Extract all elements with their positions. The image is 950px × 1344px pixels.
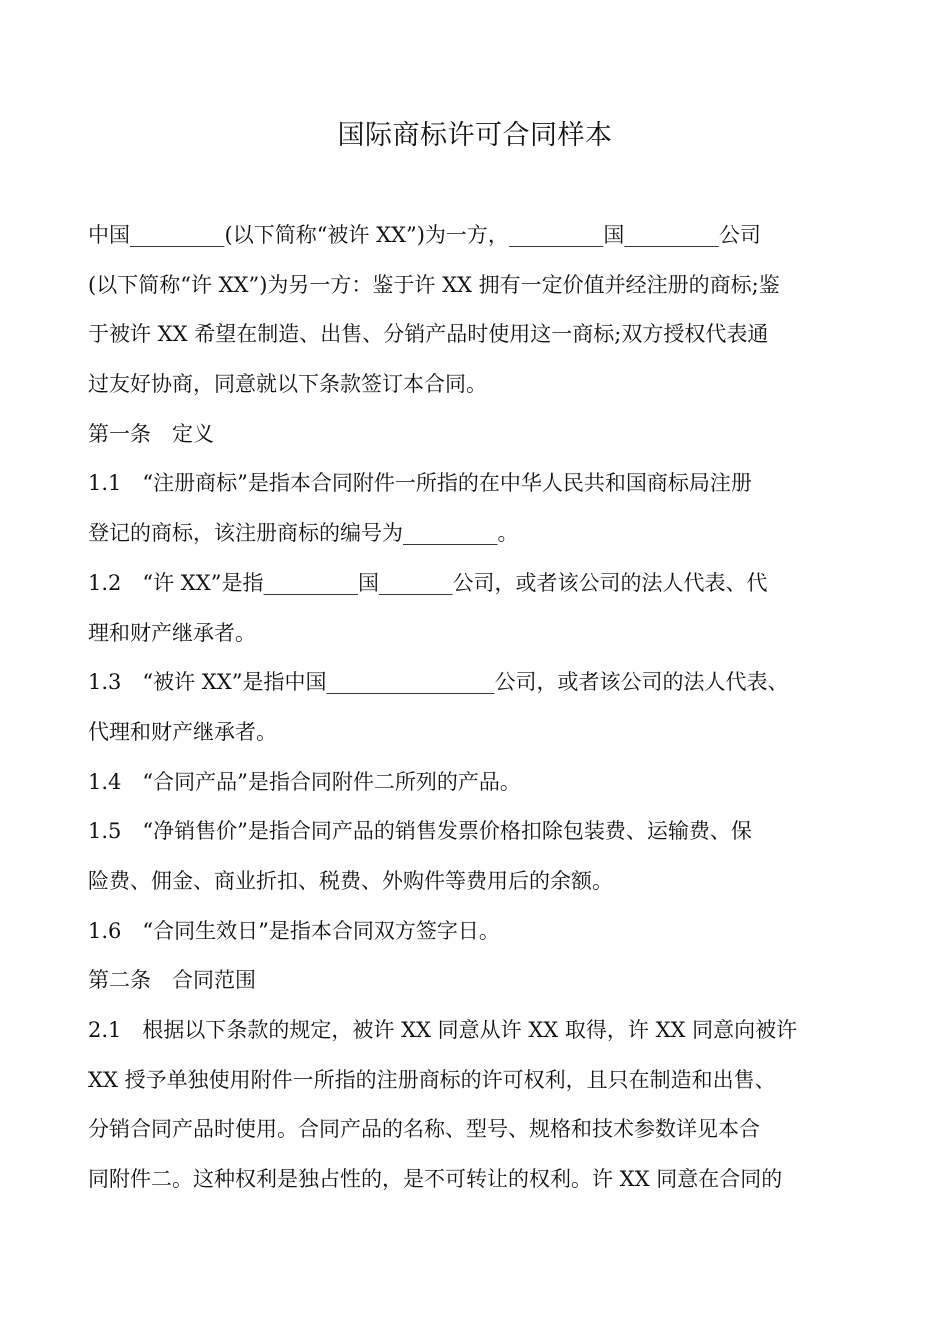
body-line: 2.1 根据以下条款的规定，被许 XX 同意从许 XX 取得，许 XX 同意向被许	[88, 1018, 798, 1042]
body-line: 1.2 “许 XX”是指_________国_______公司，或者该公司的法人代表、代	[88, 570, 768, 595]
article-heading: 第一条 定义	[88, 421, 214, 446]
body-line: 1.6 “合同生效日”是指本合同双方签字日。	[88, 918, 500, 943]
body-line: 过友好协商，同意就以下条款签订本合同。	[88, 372, 487, 397]
body-line: 同附件二。这种权利是独占性的，是不可转让的权利。许 XX 同意在合同的	[88, 1167, 783, 1192]
body-line: 代理和财产继承者。	[88, 719, 277, 744]
article-heading: 第二条 合同范围	[88, 968, 256, 993]
body-line: XX 授予单独使用附件一所指的注册商标的许可权利，且只在制造和出售、	[88, 1067, 776, 1092]
body-line: (以下简称“许 XX”)为另一方：鉴于许 XX 拥有一定价值并经注册的商标;鉴	[88, 272, 780, 297]
body-line: 1.5 “净销售价”是指合同产品的销售发票价格扣除包装费、运输费、保	[88, 819, 752, 844]
document-body	[88, 211, 878, 1205]
body-line: 中国_________(以下简称“被许 XX”)为一方，_________国_________公司	[88, 223, 761, 247]
body-line: 分销合同产品时使用。合同产品的名称、型号、规格和技术参数详见本合	[88, 1117, 760, 1142]
body-line: 1.4 “合同产品”是指合同附件二所列的产品。	[88, 769, 521, 794]
body-line: 1.3 “被许 XX”是指中国________________公司，或者该公司的法人代表、	[88, 670, 789, 695]
body-line: 险费、佣金、商业折扣、税费、外购件等费用后的余额。	[88, 868, 613, 893]
document-title: 国际商标许可合同样本	[337, 120, 613, 151]
body-line: 于被许 XX 希望在制造、出售、分销产品时使用这一商标;双方授权代表通	[88, 322, 769, 347]
body-line: 1.1 “注册商标”是指本合同附件一所指的在中华人民共和国商标局注册	[88, 471, 752, 496]
body-line: 登记的商标，该注册商标的编号为_________。	[88, 521, 519, 546]
body-line: 理和财产继承者。	[88, 620, 256, 645]
